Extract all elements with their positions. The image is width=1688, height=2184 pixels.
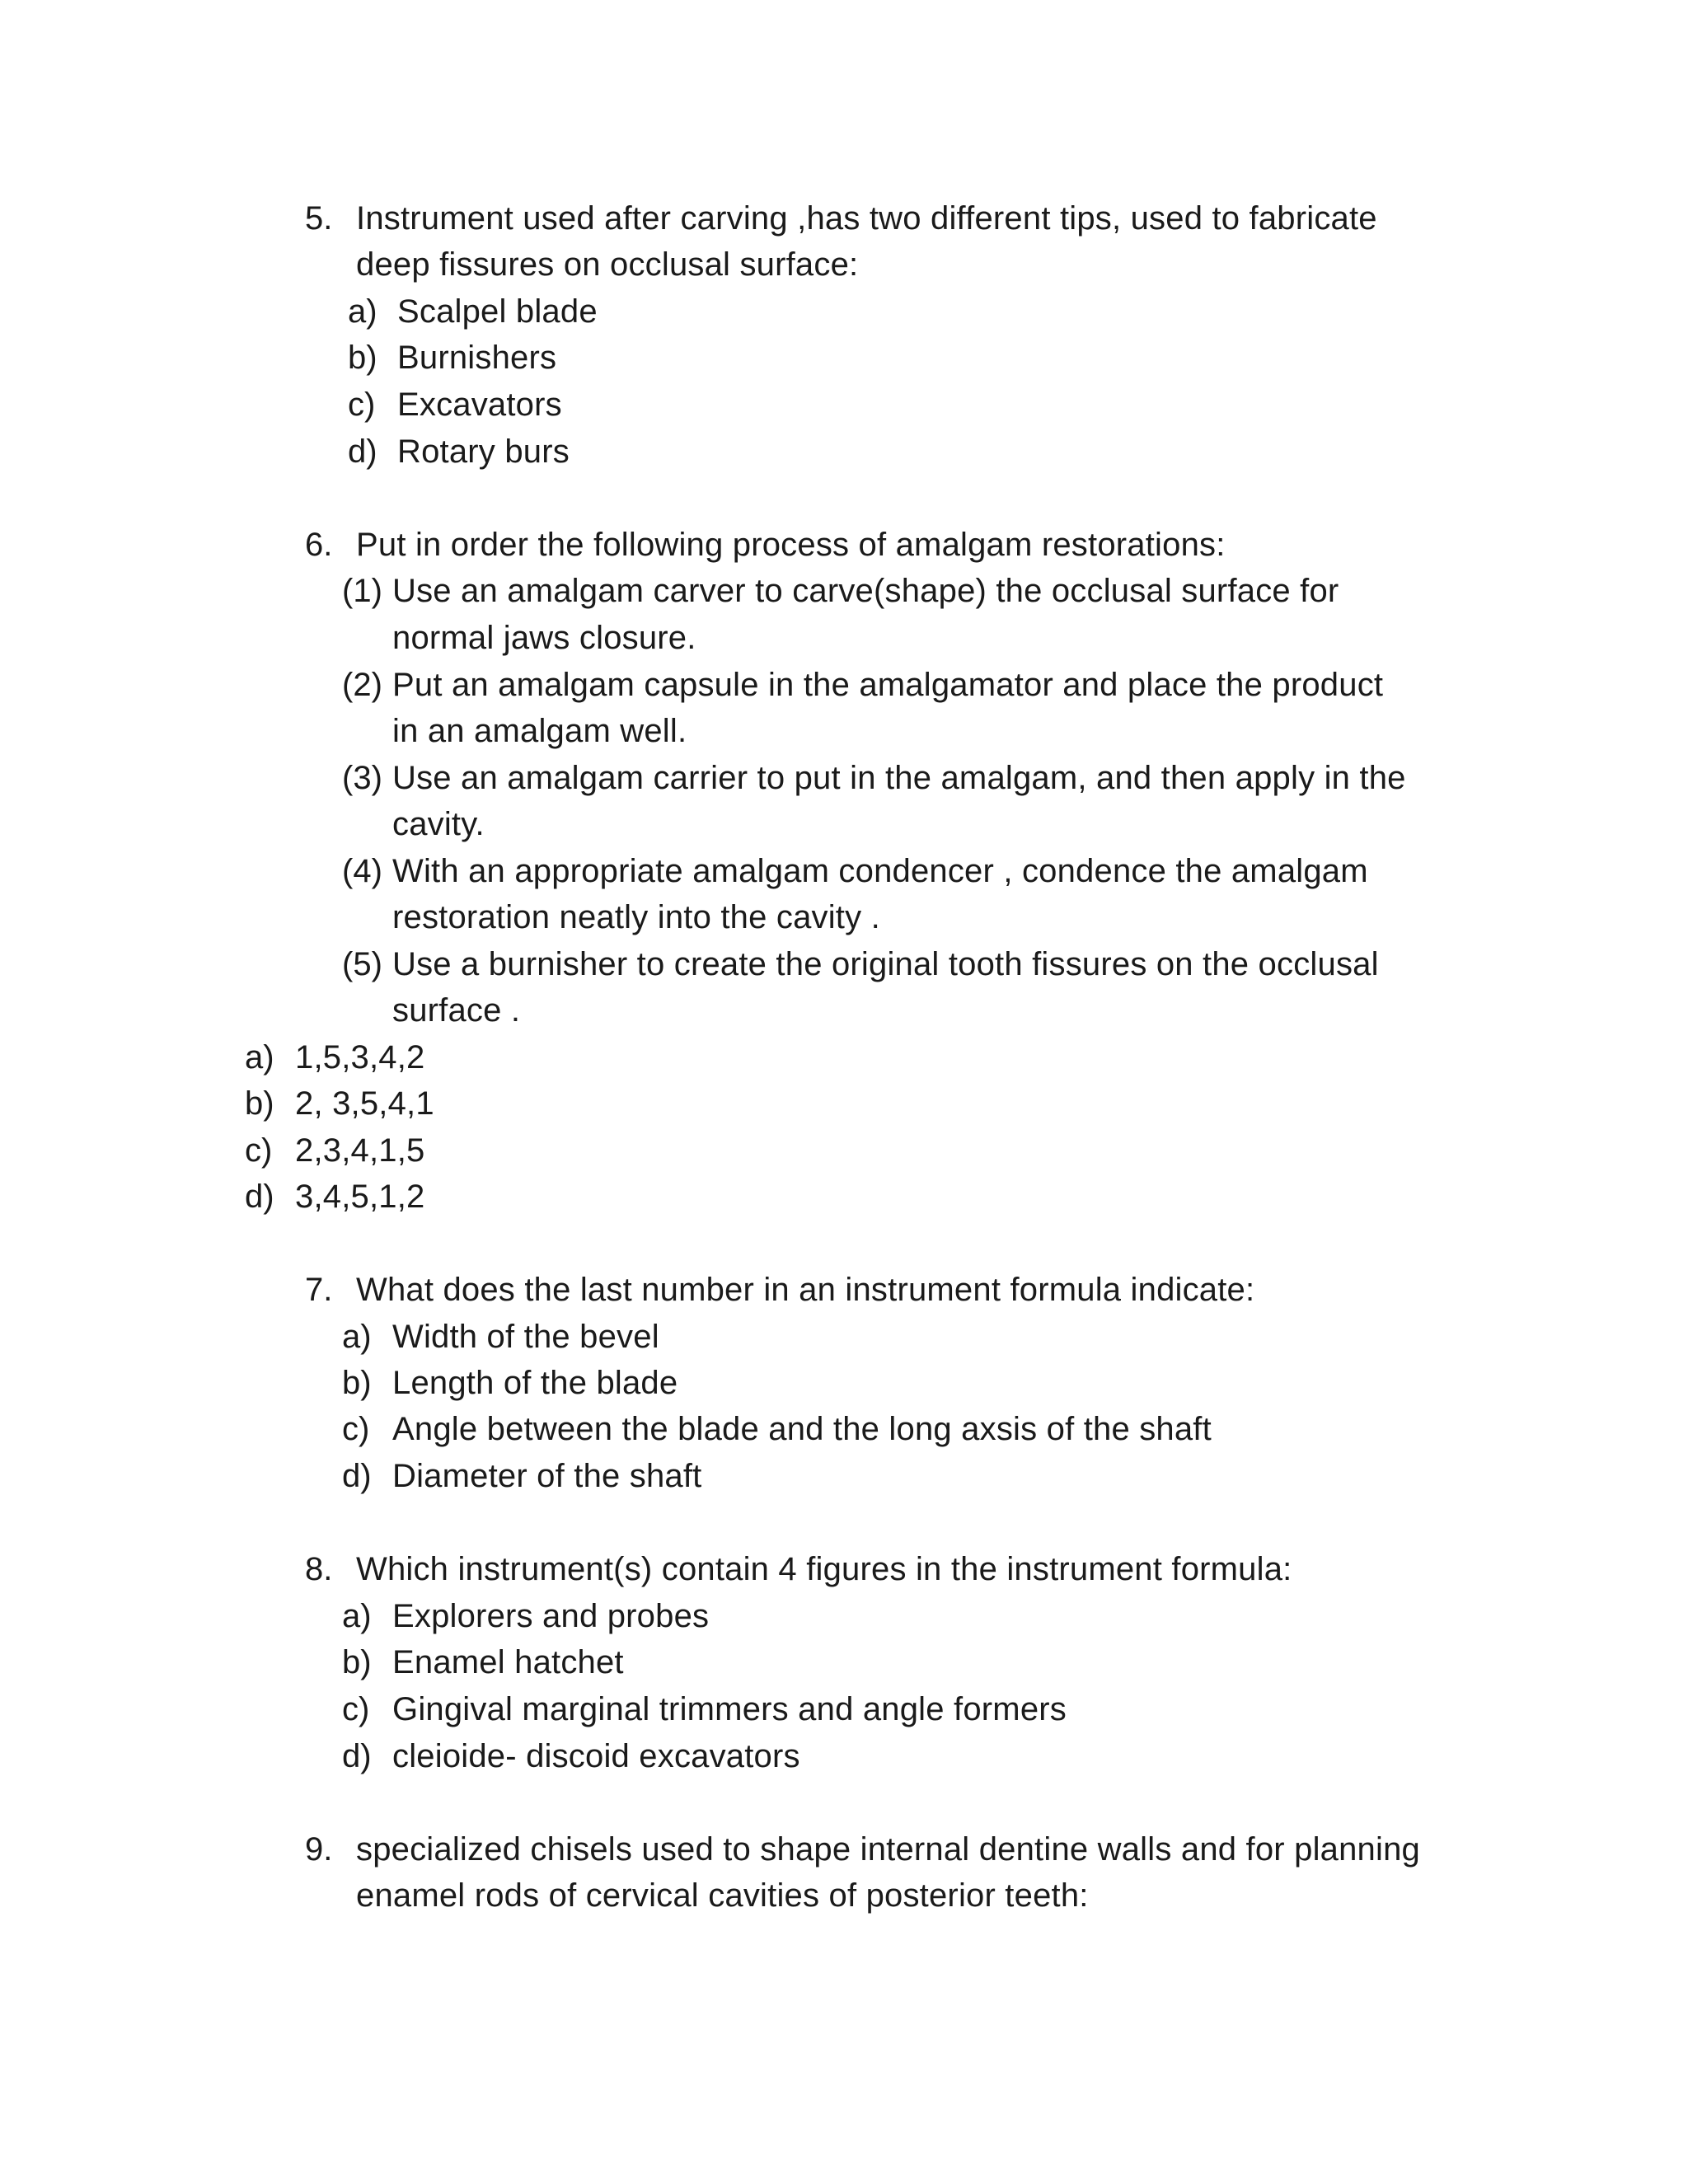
step-2-label: (2) [342, 667, 382, 703]
question-5-option-a-text: Scalpel blade [397, 293, 598, 330]
question-5-option-d-text: Rotary burs [397, 434, 570, 470]
question-7-option-b-label: b) [342, 1365, 372, 1401]
step-1-label: (1) [342, 573, 382, 609]
question-6-option-a-text: 1,5,3,4,2 [295, 1039, 425, 1076]
question-8-text-line-1: Which instrument(s) contain 4 figures in the instrument formula: [356, 1551, 1292, 1587]
step-1-line-1: Use an amalgam carver to carve(shape) the occlusal surface for [392, 573, 1339, 609]
question-6-option-c-text: 2,3,4,1,5 [295, 1132, 425, 1169]
question-6-option-a-label: a) [245, 1039, 274, 1076]
question-5-text-line-2: deep fissures on occlusal surface: [356, 246, 859, 283]
question-8-option-b-text: Enamel hatchet [392, 1644, 624, 1680]
question-8-option-c-text: Gingival marginal trimmers and angle formers [392, 1691, 1067, 1727]
question-7-option-c-text: Angle between the blade and the long axsis of the shaft [392, 1411, 1212, 1447]
step-5-line-2: surface . [392, 992, 521, 1029]
question-6-number: 6. [305, 527, 333, 563]
question-8-option-c-label: c) [342, 1691, 370, 1727]
step-5-line-1: Use a burnisher to create the original tooth fissures on the occlusal [392, 946, 1379, 982]
question-7-text-line-1: What does the last number in an instrument formula indicate: [356, 1272, 1255, 1308]
question-7-number: 7. [305, 1272, 333, 1308]
question-8-option-b-label: b) [342, 1644, 372, 1680]
question-8-option-d-text: cleioide- discoid excavators [392, 1738, 800, 1774]
step-1-line-2: normal jaws closure. [392, 620, 696, 656]
step-2-line-2: in an amalgam well. [392, 713, 687, 749]
question-8-option-a-label: a) [342, 1598, 372, 1634]
step-3-line-1: Use an amalgam carrier to put in the amalgam, and then apply in the [392, 760, 1406, 796]
step-4-line-2: restoration neatly into the cavity . [392, 899, 880, 935]
question-5-option-d-label: d) [348, 434, 377, 470]
question-5-number: 5. [305, 200, 333, 237]
step-3-label: (3) [342, 760, 382, 796]
question-5-option-c-text: Excavators [397, 387, 562, 423]
question-8-option-d-label: d) [342, 1738, 372, 1774]
question-6-option-b-text: 2, 3,5,4,1 [295, 1085, 434, 1122]
step-3-line-2: cavity. [392, 806, 485, 842]
question-5-option-c-label: c) [348, 387, 376, 423]
question-5-text-line-1: Instrument used after carving ,has two different tips, used to fabricate [356, 200, 1377, 237]
question-6-option-d-label: d) [245, 1179, 274, 1215]
question-6-option-d-text: 3,4,5,1,2 [295, 1179, 425, 1215]
question-7-option-b-text: Length of the blade [392, 1365, 678, 1401]
question-6-option-b-label: b) [245, 1085, 274, 1122]
question-7-option-a-label: a) [342, 1319, 372, 1355]
question-5-option-b-text: Burnishers [397, 340, 557, 376]
question-7-option-a-text: Width of the bevel [392, 1319, 659, 1355]
question-8-number: 8. [305, 1551, 333, 1587]
step-5-label: (5) [342, 946, 382, 982]
question-6-option-c-label: c) [245, 1132, 273, 1169]
question-5-option-a-label: a) [348, 293, 377, 330]
step-4-label: (4) [342, 853, 382, 889]
question-7-option-d-label: d) [342, 1458, 372, 1494]
step-2-line-1: Put an amalgam capsule in the amalgamator and place the product [392, 667, 1384, 703]
question-9-text-line-1: specialized chisels used to shape internal dentine walls and for planning [356, 1831, 1420, 1868]
question-7-option-c-label: c) [342, 1411, 370, 1447]
question-8-option-a-text: Explorers and probes [392, 1598, 710, 1634]
question-9-number: 9. [305, 1831, 333, 1868]
question-6-text-line-1: Put in order the following process of amalgam restorations: [356, 527, 1226, 563]
step-4-line-1: With an appropriate amalgam condencer , condence the amalgam [392, 853, 1368, 889]
question-7-option-d-text: Diameter of the shaft [392, 1458, 702, 1494]
question-5-option-b-label: b) [348, 340, 377, 376]
question-9-text-line-2: enamel rods of cervical cavities of posterior teeth: [356, 1877, 1089, 1914]
